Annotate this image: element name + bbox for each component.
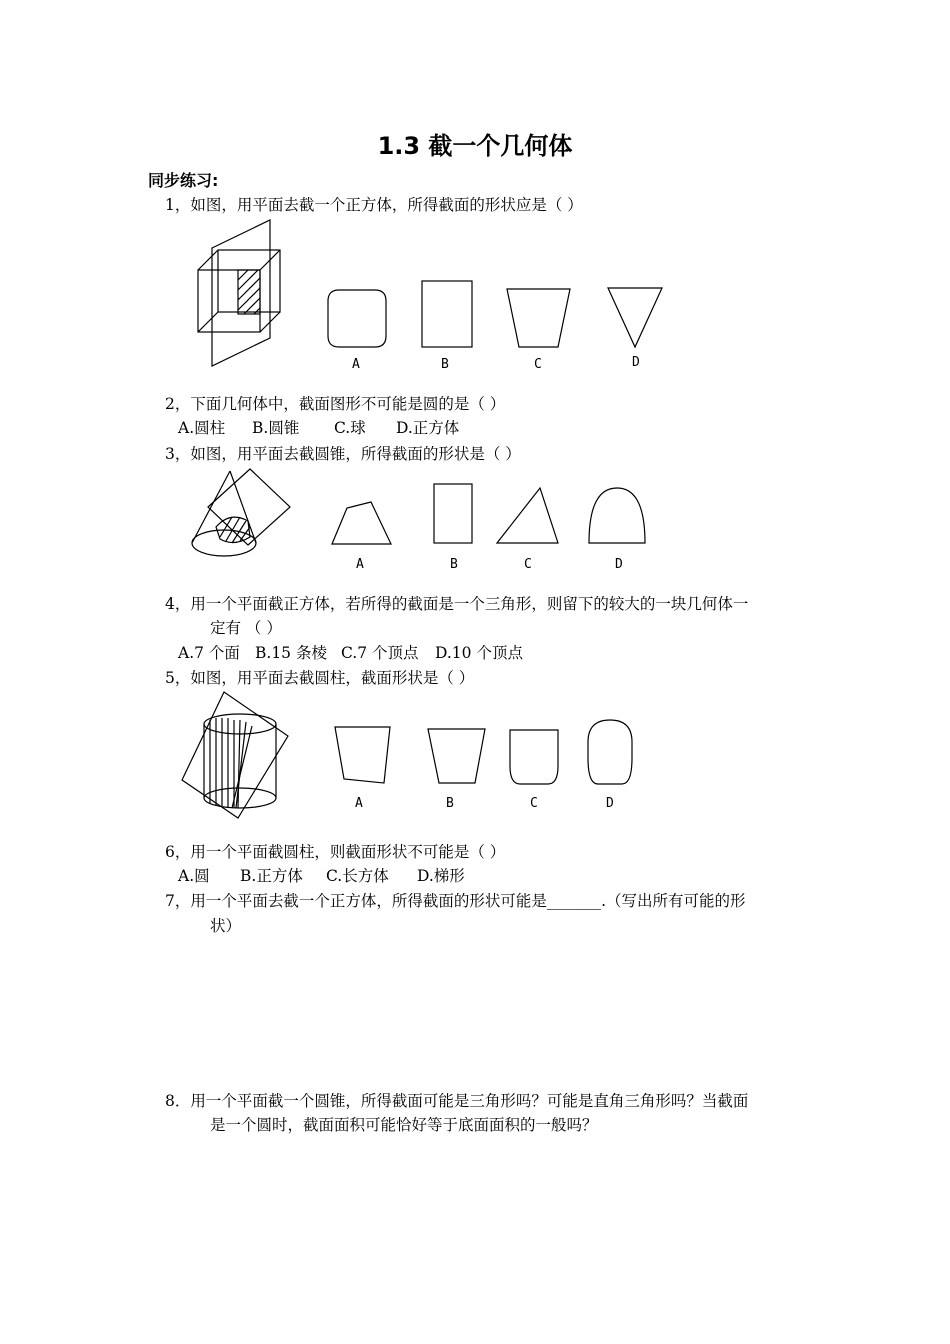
q1-choice-b-shape [421,280,475,350]
q1-choice-d-shape [607,287,665,349]
question-8-text: 8．用一个平面截一个圆锥，所得截面可能是三角形吗？可能是直角三角形吗？当截面 [165,1092,749,1110]
q1-choice-a-label: A [352,357,360,372]
question-6-text: 6，用一个平面截圆柱，则截面形状不可能是（ ） [165,843,506,861]
q1-choice-d-label: D [632,355,640,370]
q4-option-d: D.10 个顶点 [435,644,523,662]
q2-option-c: C.球 [334,419,366,437]
q1-figure [190,218,300,368]
q3-choice-c-label: C [524,557,532,572]
q2-option-d: D.正方体 [396,419,460,437]
question-2-text: 2，下面几何体中，截面图形不可能是圆的是（ ） [165,395,506,413]
q5-choice-b-shape [427,727,487,785]
q5-choice-d-shape [586,718,636,786]
q5-cutting-plane [182,692,288,818]
q3-choice-b-shape [433,483,475,545]
question-7-text-cont: 状） [210,917,242,935]
q3-choice-b-label: B [450,557,458,572]
q6-option-c: C.长方体 [326,867,389,885]
q1-choice-a-shape [327,289,389,351]
q6-option-a: A.圆 [178,867,210,885]
q5-choice-a-shape [334,725,394,787]
question-4-text-cont: 定有 （ ） [210,619,282,637]
q1-cutting-plane [212,220,270,366]
q4-option-c: C.7 个顶点 [341,644,419,662]
q6-option-d: D.梯形 [417,867,465,885]
q3-choice-d-shape [587,486,649,546]
q4-option-b: B.15 条棱 [255,644,327,662]
q3-choice-a-label: A [356,557,364,572]
q5-choice-c-shape [508,728,560,786]
q1-choice-c-shape [506,288,572,350]
question-4-text: 4，用一个平面截正方体，若所得的截面是一个三角形，则留下的较大的一块几何体一 [165,595,749,613]
page-title: 1.3 截一个几何体 [377,132,573,160]
q5-choice-b-label: B [446,796,454,811]
question-1-text: 1，如图，用平面去截一个正方体，所得截面的形状应是（ ） [165,196,583,214]
q2-option-b: B.圆锥 [252,419,300,437]
question-7-text: 7，用一个平面去截一个正方体，所得截面的形状可能是_______.（写出所有可能的形 [165,892,746,910]
question-8-text-cont: 是一个圆时，截面面积可能恰好等于底面面积的一般吗？ [210,1116,598,1134]
q5-choice-a-label: A [355,796,363,811]
q1-choice-b-label: B [441,357,449,372]
q3-choice-c-shape [496,487,562,545]
q5-cylinder-bottom [204,788,276,808]
q6-option-b: B.正方体 [240,867,303,885]
q5-figure [178,690,298,820]
q1-choice-c-label: C [534,357,542,372]
q5-choice-d-label: D [606,796,614,811]
q3-choice-d-label: D [615,557,623,572]
question-5-text: 5，如图，用平面去截圆柱，截面形状是（ ） [165,669,475,687]
question-3-text: 3，如图，用平面去截圆锥，所得截面的形状是（ ） [165,445,521,463]
q2-option-a: A.圆柱 [178,419,226,437]
q5-choice-c-label: C [530,796,538,811]
q3-figure [190,467,300,567]
section-heading: 同步练习: [148,171,219,190]
q4-option-a: A.7 个面 [178,644,240,662]
q3-choice-a-shape [331,500,393,546]
